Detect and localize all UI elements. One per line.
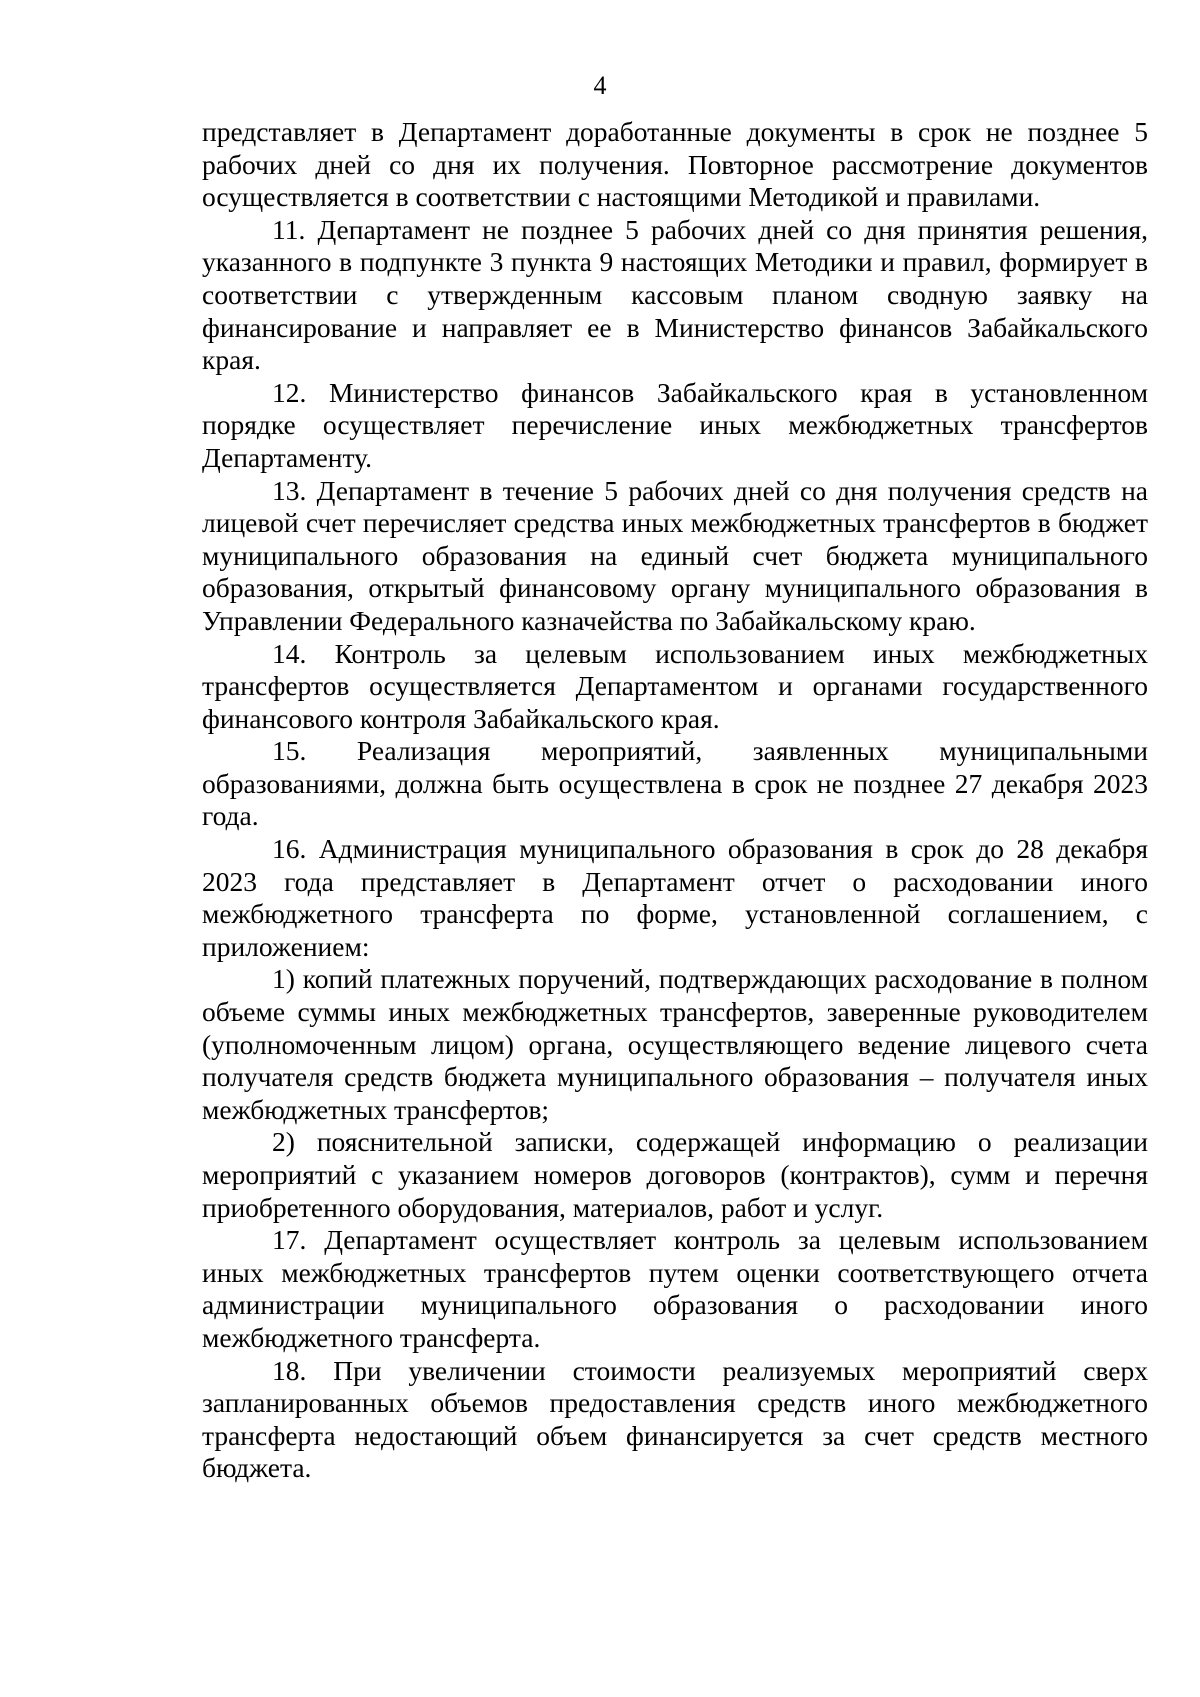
paragraph-item-11: 11. Департамент не позднее 5 рабочих дней со дня принятия решения, указанного в подпункте 3 пункта 9 настоящих Методики и правил, формирует в соответствии с утвержденным кассовым планом сводную заявку на финансирование и направляет ее в Министерство финансов Забайкальского края. bbox=[202, 213, 1148, 376]
paragraph-item-18: 18. При увеличении стоимости реализуемых мероприятий сверх запланированных объемов предоставления средств иного межбюджетного трансферта недостающий объем финансируется за счет средств местного бюджета. bbox=[202, 1354, 1148, 1484]
paragraph-subitem-1: 1) копий платежных поручений, подтверждающих расходование в полном объеме суммы иных межбюджетных трансфертов, заверенные руководителем (уполномоченным лицом) органа, осуществляющего ведение лицевого счета получателя средств бюджета муниципального образования – получателя иных межбюджетных трансфертов; bbox=[202, 963, 1148, 1125]
paragraph-item-15: 15. Реализация мероприятий, заявленных муниципальными образованиями, должна быть осуществлена в срок не позднее 27 декабря 2023 года. bbox=[202, 735, 1148, 832]
paragraph-item-12: 12. Министерство финансов Забайкальского края в установленном порядке осуществляет перечисление иных межбюджетных трансфертов Департаменту. bbox=[202, 376, 1148, 473]
document-body bbox=[202, 116, 1148, 1485]
paragraph-item-16: 16. Администрация муниципального образования в срок до 28 декабря 2023 года представляет в Департамент отчет о расходовании иного межбюджетного трансферта по форме, установленной соглашением, с приложением: bbox=[202, 833, 1148, 962]
paragraph-continuation: представляет в Департамент доработанные документы в срок не позднее 5 рабочих дней со дня их получения. Повторное рассмотрение документов осуществляется в соответствии с настоящими Методикой и правилами. bbox=[202, 116, 1148, 213]
paragraph-item-17: 17. Департамент осуществляет контроль за целевым использованием иных межбюджетных трансфертов путем оценки соответствующего отчета администрации муниципального образования о расходовании иного межбюджетного трансферта. bbox=[202, 1224, 1148, 1353]
paragraph-item-14: 14. Контроль за целевым использованием иных межбюджетных трансфертов осуществляется Департаментом и органами государственного финансового контроля Забайкальского края. bbox=[202, 637, 1148, 734]
paragraph-subitem-2: 2) пояснительной записки, содержащей информацию о реализации мероприятий с указанием номеров договоров (контрактов), сумм и перечня приобретенного оборудования, материалов, работ и услуг. bbox=[202, 1126, 1148, 1223]
page-number: 4 bbox=[593, 71, 607, 100]
paragraph-item-13: 13. Департамент в течение 5 рабочих дней со дня получения средств на лицевой счет перечисляет средства иных межбюджетных трансфертов в бюджет муниципального образования на единый счет бюджета муниципального образования, открытый финансовому органу муниципального образования в Управлении Федерального казначейства по Забайкальскому краю. bbox=[202, 474, 1148, 636]
